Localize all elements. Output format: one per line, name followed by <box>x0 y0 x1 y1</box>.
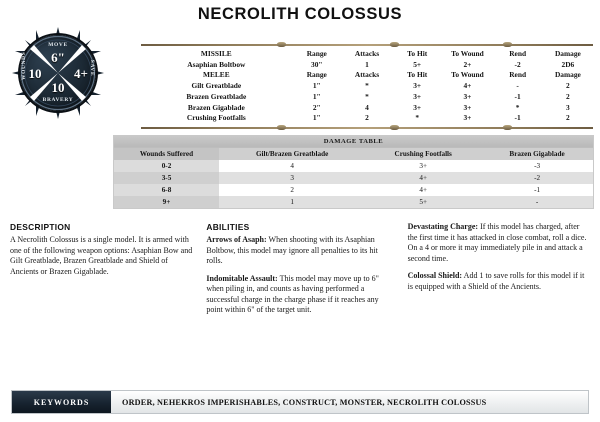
stat-wheel <box>12 27 104 119</box>
wheel-move-label: MOVE <box>48 42 68 48</box>
description-text: A Necrolith Colossus is a single model. It is armed with one of the following weapon options: Asaphian Bow and Gilt Greatblade, Brazen Greatblade and Shield of Ancients or Brazen Gigablade. <box>10 235 193 276</box>
page-title: NECROLITH COLOSSUS <box>197 5 403 23</box>
weapon-stat-cell: Rend <box>509 49 527 58</box>
weapon-stat-cell: Range <box>306 49 327 58</box>
ability-name: Indomitable Assault: <box>206 273 278 283</box>
ability-entry <box>206 235 393 267</box>
damage-value-cell: - <box>535 198 539 206</box>
weapon-name-cell: MELEE <box>202 70 230 80</box>
abilities-heading: ABILITIES <box>206 222 250 232</box>
weapon-stat-cell: 2D6 <box>561 59 575 69</box>
ability-entry <box>408 222 590 264</box>
wounds-suffered-cell: 6-8 <box>114 184 219 196</box>
ability-name: Arrows of Asaph: <box>206 235 267 244</box>
weapon-stat-cell: 2+ <box>463 59 472 69</box>
keywords-bar <box>11 390 589 414</box>
weapon-stat-cell: To Wound <box>451 70 484 80</box>
keywords-text: ORDER, NEHEKROS IMPERISHABLES, CONSTRUCT, MONSTER, NECROLITH COLOSSUS <box>122 397 487 407</box>
damage-value-cell: Gilt/Brazen Greatblade <box>255 150 329 158</box>
weapon-name-cell: Brazen Greatblade <box>186 91 247 101</box>
weapon-stat-cell: 30" <box>311 59 323 69</box>
damage-value-cell: Brazen Gigablade <box>509 150 565 158</box>
weapon-stat-cell: 1" <box>312 81 321 91</box>
weapon-stat-cell: To Hit <box>407 70 428 80</box>
ability-text: When shooting with its Asaphian Boltbow, this model may ignore all penalties to its hit rolls. <box>206 235 378 266</box>
weapon-table-row <box>141 103 593 114</box>
ability-entry <box>206 274 393 316</box>
weapon-stat-cell: 2 <box>566 91 570 101</box>
weapon-stat-cell: -2 <box>514 59 521 69</box>
weapon-stat-cell: Damage <box>554 49 581 58</box>
ability-name: Devastating Charge: <box>407 222 479 231</box>
damage-value-cell: 4+ <box>419 186 428 194</box>
weapon-stat-cell: Attacks <box>354 70 380 80</box>
ornamental-rule-bottom <box>141 124 593 132</box>
weapon-stat-cell: Attacks <box>354 49 380 58</box>
weapon-stat-cell: 5+ <box>413 59 422 69</box>
damage-value-cell: 3+ <box>419 162 428 170</box>
wounds-suffered-cell: 9+ <box>114 196 219 208</box>
weapon-stat-cell: 3+ <box>413 102 422 112</box>
damage-table-row <box>114 196 593 208</box>
weapon-table-row <box>141 60 593 71</box>
wheel-move-value: 6" <box>51 50 65 65</box>
wheel-bravery-label: BRAVERY <box>42 97 74 103</box>
weapon-table-row <box>141 113 593 124</box>
weapon-stat-cell: To Hit <box>407 49 428 58</box>
wheel-wounds-label: WOUNDS <box>21 51 27 80</box>
weapon-stat-cell: 3+ <box>463 113 472 123</box>
wheel-save-value: 4+ <box>74 66 88 81</box>
weapon-stat-cell: -1 <box>514 113 521 123</box>
weapon-table-row <box>141 81 593 92</box>
damage-value-cell: 3 <box>290 174 294 182</box>
weapon-stat-cell: 3+ <box>413 81 422 91</box>
weapon-stat-cell: 4 <box>365 102 369 112</box>
weapon-stat-cell: -1 <box>514 91 521 101</box>
ability-entry <box>408 271 590 292</box>
damage-value-cell: -2 <box>534 174 541 182</box>
damage-value-cell: 4 <box>290 162 294 170</box>
wheel-disc <box>20 35 96 111</box>
ability-text: Add 1 to save rolls for this model if it is equipped with a Shield of the Ancients. <box>407 271 585 291</box>
wounds-suffered-cell: 0-2 <box>114 160 219 172</box>
weapon-name-cell: Asaphian Boltbow <box>187 59 246 69</box>
weapon-stat-cell: * <box>365 91 369 101</box>
ability-name: Colossal Shield: <box>407 271 463 281</box>
weapon-stat-cell: 3+ <box>463 102 472 112</box>
damage-value-cell: 4+ <box>419 174 428 182</box>
damage-table-row <box>114 172 593 184</box>
weapon-name-cell: Brazen Gigablade <box>187 102 245 112</box>
weapon-stat-cell: 3+ <box>463 91 472 101</box>
damage-value-cell: -3 <box>534 162 541 170</box>
weapon-stat-cell: To Wound <box>451 49 484 58</box>
weapon-stat-cell: 3+ <box>413 91 422 101</box>
description-heading: DESCRIPTION <box>10 222 71 232</box>
weapon-name-cell: Crushing Footfalls <box>186 113 246 123</box>
weapon-stat-cell: 1" <box>312 91 321 101</box>
abilities-column-right <box>408 222 590 323</box>
weapon-stat-cell: 2" <box>312 102 321 112</box>
weapon-table <box>141 41 593 132</box>
wheel-bravery-value: 10 <box>51 80 65 95</box>
weapon-stat-cell: 2 <box>365 113 369 123</box>
wheel-save-label: SAVE <box>89 59 95 77</box>
weapon-stat-cell: 1 <box>365 59 369 69</box>
weapon-stat-cell: * <box>365 81 369 91</box>
weapon-stat-cell: Damage <box>554 70 581 80</box>
damage-value-cell: Crushing Footfalls <box>394 150 452 158</box>
wounds-suffered-cell: Wounds Suffered <box>114 148 219 160</box>
damage-table-title: DAMAGE TABLE <box>114 136 593 148</box>
ability-text: This model may move up to 6" when piling in, and counts as having performed a successful charge in the charge phase if it reaches any point within 6" of the target unit. <box>206 273 379 315</box>
ability-text: If this model has charged, after the first time it has attacked in close combat, roll a dice. On a 4 or more it may immediately pile in and attack a second time. <box>407 222 587 263</box>
weapon-name-cell: Gilt Greatblade <box>191 81 242 91</box>
weapon-stat-cell: 4+ <box>463 81 472 91</box>
ornamental-rule-top <box>141 41 593 49</box>
abilities-column-left <box>206 222 393 323</box>
weapon-stat-cell: 2 <box>566 81 570 91</box>
damage-value-cell: 1 <box>290 198 294 206</box>
damage-table-header <box>114 148 593 160</box>
damage-value-cell: 5+ <box>419 198 428 206</box>
damage-table-row <box>114 184 593 196</box>
weapon-table-header-missile <box>141 49 593 60</box>
damage-value-cell: -1 <box>534 186 541 194</box>
wheel-wounds-value: 10 <box>28 66 42 81</box>
weapon-stat-cell: Range <box>306 70 327 80</box>
weapon-name-cell: MISSILE <box>200 49 232 58</box>
weapon-stat-cell: 3 <box>566 102 570 112</box>
wounds-suffered-cell: 3-5 <box>114 172 219 184</box>
damage-value-cell: 2 <box>290 186 294 194</box>
weapon-stat-cell: * <box>515 102 520 112</box>
body-columns <box>10 222 590 323</box>
weapon-stats-table <box>141 49 593 124</box>
weapon-stat-cell: * <box>415 113 420 123</box>
damage-table <box>113 135 594 209</box>
keywords-label: KEYWORDS <box>12 391 111 413</box>
weapon-stat-cell: - <box>516 81 519 91</box>
weapon-table-header-melee <box>141 70 593 81</box>
weapon-table-row <box>141 92 593 103</box>
damage-table-row <box>114 160 593 172</box>
weapon-stat-cell: 2 <box>566 113 570 123</box>
damage-table-grid <box>114 148 593 208</box>
weapon-stat-cell: Rend <box>509 70 527 80</box>
weapon-stat-cell: 1" <box>312 113 321 123</box>
description-column <box>10 222 192 323</box>
